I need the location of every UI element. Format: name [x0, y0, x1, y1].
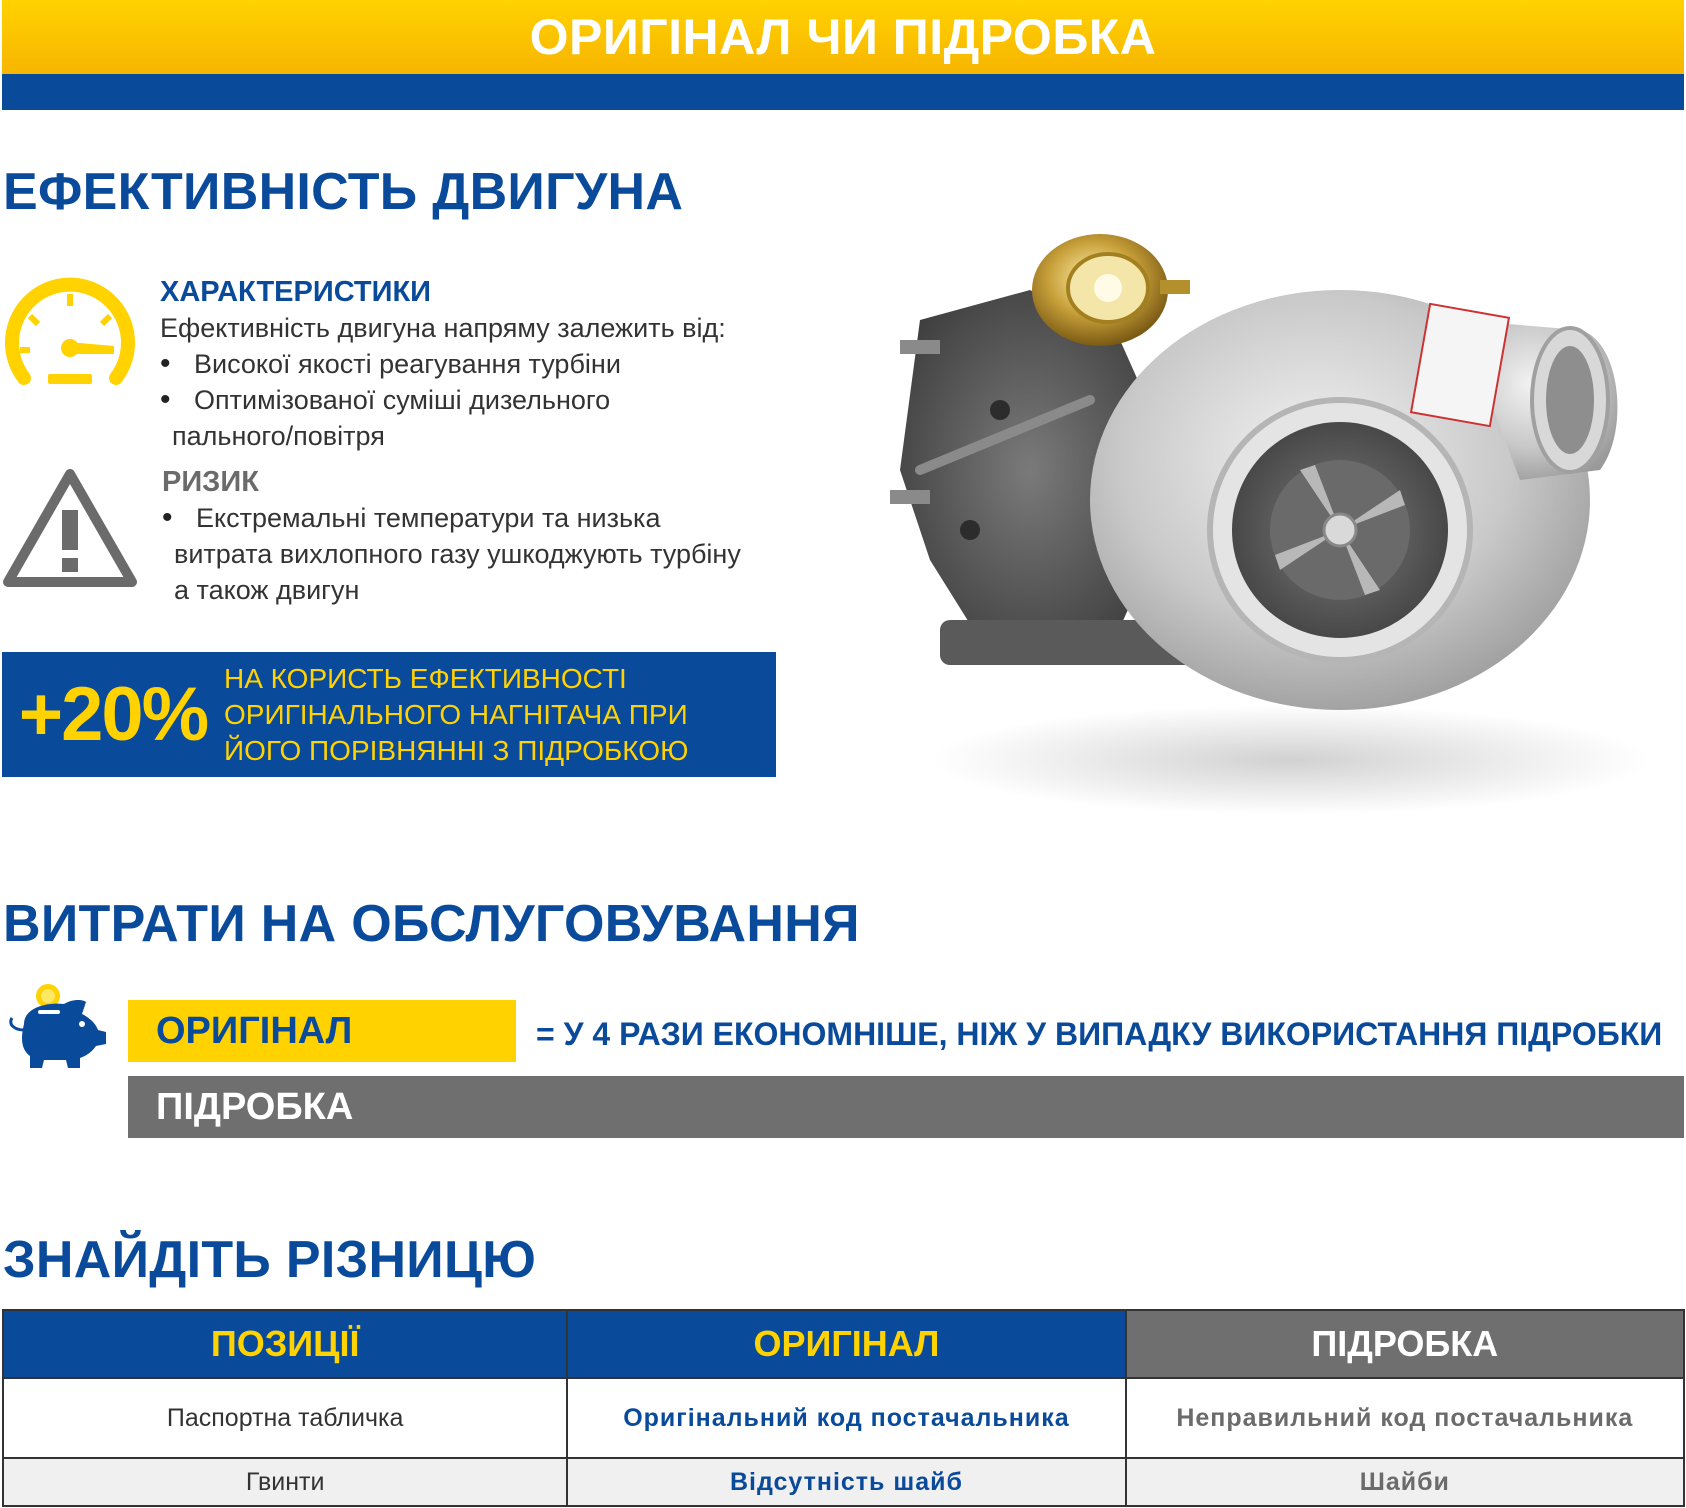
characteristics-label: ХАРАКТЕРИСТИКИ [160, 276, 432, 308]
original-bar-label: ОРИГІНАЛ [156, 1009, 353, 1052]
piggy-bank-icon [2, 980, 110, 1070]
cell-original: Оригінальний код постачальника [567, 1378, 1125, 1458]
characteristics-continuation: пального/повітря [172, 421, 385, 451]
top-banner [2, 0, 1684, 110]
original-bar [128, 1000, 516, 1062]
cell-original: Відсутність шайб [567, 1458, 1125, 1506]
characteristics-bullet-1: • Високої якості реагування турбіни [160, 346, 810, 382]
efficiency-stat-box [2, 652, 776, 777]
table-row [3, 1378, 1684, 1458]
difference-heading: ЗНАЙДІТЬ РІЗНИЦЮ [3, 1231, 537, 1289]
characteristics-bullet-2: • Оптимізованої суміші дизельного [160, 382, 810, 418]
table-header-row [3, 1310, 1684, 1378]
column-header-original: ОРИГІНАЛ [567, 1310, 1125, 1378]
column-header-positions: ПОЗИЦІЇ [3, 1310, 567, 1378]
warning-icon [2, 466, 138, 590]
cell-position: Паспортна табличка [3, 1378, 567, 1458]
turbocharger-image [860, 230, 1680, 830]
cell-position: Гвинти [3, 1458, 567, 1506]
banner-yellow-band [2, 0, 1684, 74]
maintenance-heading: ВИТРАТИ НА ОБСЛУГОВУВАННЯ [3, 895, 860, 953]
banner-title: ОРИГІНАЛ ЧИ ПІДРОБКА [529, 9, 1157, 65]
table-row [3, 1458, 1684, 1506]
risk-text [162, 500, 842, 608]
efficiency-stat-value: +20% [18, 672, 208, 757]
fake-bar-label: ПІДРОБКА [156, 1085, 354, 1128]
fake-bar [128, 1076, 1684, 1138]
characteristics-intro: Ефективність двигуна напряму залежить від: [160, 313, 726, 343]
speedometer-icon [2, 270, 138, 392]
efficiency-stat-text: НА КОРИСТЬ ЕФЕКТИВНОСТІ ОРИГІНАЛЬНОГО НАГНІТАЧА ПРИ ЙОГО ПОРІВНЯННІ З ПІДРОБКОЮ [224, 662, 689, 766]
cell-fake: Шайби [1126, 1458, 1684, 1506]
economy-comparison: = У 4 РАЗИ ЕКОНОМНІШЕ, НІЖ У ВИПАДКУ ВИКОРИСТАННЯ ПІДРОБКИ [536, 1016, 1663, 1052]
risk-label: РИЗИК [162, 466, 259, 498]
cell-fake: Неправильний код постачальника [1126, 1378, 1684, 1458]
risk-bullet: • Екстремальні температури та низька [162, 500, 842, 536]
banner-blue-band [2, 74, 1684, 110]
risk-line-2: витрата вихлопного газу ушкоджують турбіну [174, 539, 741, 569]
efficiency-heading: ЕФЕКТИВНІСТЬ ДВИГУНА [3, 163, 684, 221]
characteristics-text [160, 310, 810, 454]
column-header-fake: ПІДРОБКА [1126, 1310, 1684, 1378]
risk-line-3: а також двигун [174, 575, 360, 605]
difference-table [2, 1309, 1685, 1507]
